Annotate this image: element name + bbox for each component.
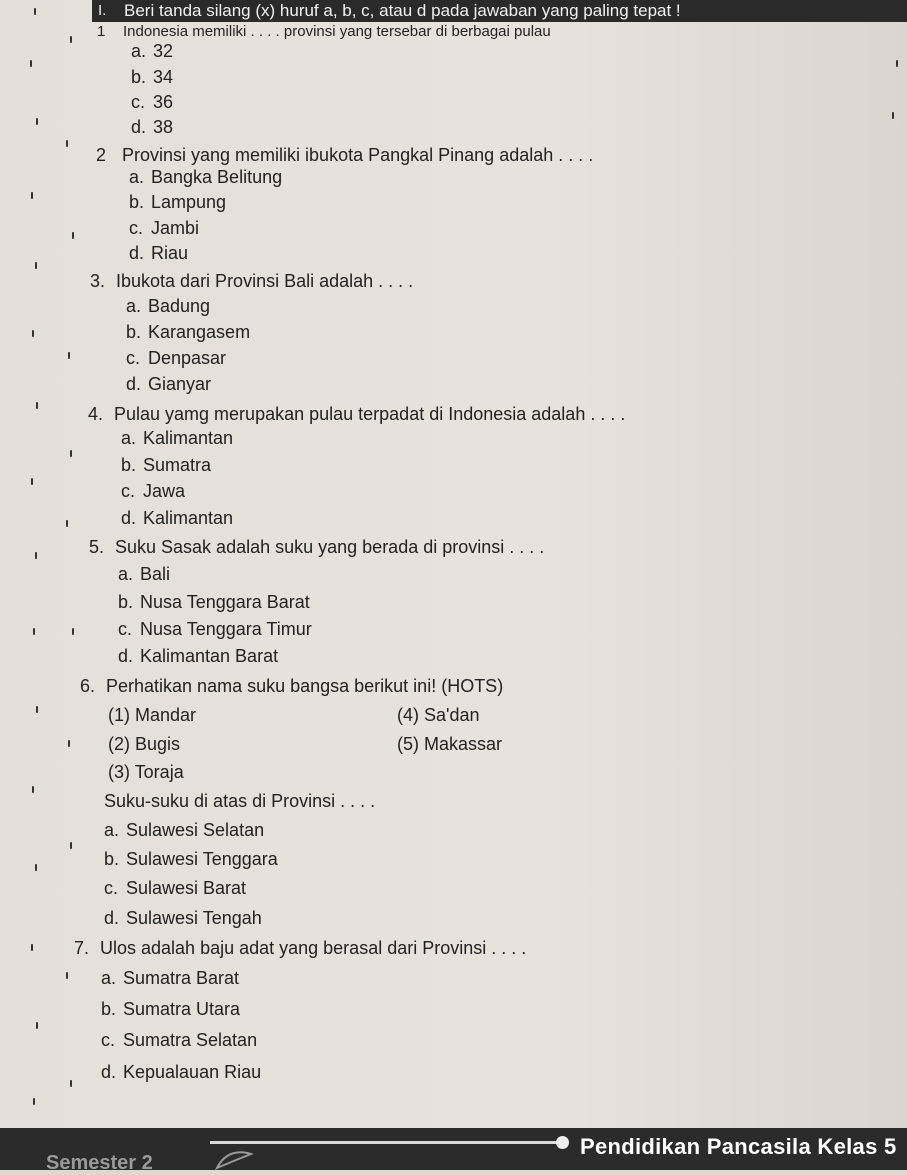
option-7c[interactable]: c. Sumatra Selatan (101, 1030, 258, 1050)
question-6-stem: Suku-suku di atas di Provinsi . . . . (104, 791, 376, 811)
question-text: Perhatikan nama suku bangsa berikut ini! (HOTS) (106, 676, 504, 696)
question-number: 7. (74, 938, 90, 958)
question-6 (80, 674, 503, 698)
option-2c[interactable]: c. Jambi (129, 218, 200, 238)
footer-title: Pendidikan Pancasila Kelas 5 (580, 1134, 897, 1159)
option-4d[interactable]: d. Kalimantan (121, 508, 234, 528)
option-7d[interactable]: d. Kepualauan Riau (101, 1062, 262, 1082)
option-3c[interactable]: c. Denpasar (126, 348, 227, 368)
option-1b[interactable]: b. 34 (131, 67, 174, 87)
option-3b[interactable]: b. Karangasem (126, 322, 251, 342)
section-number: I. (98, 2, 107, 19)
question-number: 3. (90, 271, 106, 291)
footer-bullet-icon (556, 1136, 569, 1149)
option-1c[interactable]: c. 36 (131, 92, 174, 112)
question-2 (96, 143, 593, 167)
option-4b[interactable]: b. Sumatra (121, 455, 212, 475)
question-text: Ibukota dari Provinsi Bali adalah . . . . (116, 271, 414, 291)
question-3 (90, 269, 413, 293)
option-4c[interactable]: c. Jawa (121, 481, 186, 501)
option-6b[interactable]: b. Sulawesi Tenggara (104, 849, 278, 869)
option-6c[interactable]: c. Sulawesi Barat (104, 878, 247, 898)
question-text: Pulau yamg merupakan pulau terpadat di Indonesia adalah . . . . (114, 404, 626, 424)
option-2b[interactable]: b. Lampung (129, 192, 227, 212)
suku-list-item-4: (4) Sa'dan (397, 705, 480, 725)
question-text: Indonesia memiliki . . . . provinsi yang tersebar di berbagai pulau (123, 23, 551, 40)
option-1a[interactable]: a. 32 (131, 41, 174, 61)
question-text: Suku Sasak adalah suku yang berada di provinsi . . . . (115, 537, 545, 557)
instruction-text: Beri tanda silang (x) huruf a, b, c, atau d pada jawaban yang paling tepat ! (124, 1, 681, 20)
option-5d[interactable]: d. Kalimantan Barat (118, 646, 279, 666)
option-2a[interactable]: a. Bangka Belitung (129, 167, 283, 187)
option-6a[interactable]: a. Sulawesi Selatan (104, 820, 265, 840)
footer-semester: Semester 2 (46, 1152, 153, 1174)
suku-list-item-5: (5) Makassar (397, 734, 503, 754)
option-6d[interactable]: d. Sulawesi Tengah (104, 908, 262, 928)
question-number: 2 (96, 145, 107, 165)
option-3d[interactable]: d. Gianyar (126, 374, 212, 394)
question-text: Ulos adalah baju adat yang berasal dari Provinsi . . . . (100, 938, 527, 958)
question-7 (74, 936, 526, 960)
option-5a[interactable]: a. Bali (118, 564, 171, 584)
option-7b[interactable]: b. Sumatra Utara (101, 999, 241, 1019)
option-3a[interactable]: a. Badung (126, 296, 211, 316)
question-number: 4. (88, 404, 104, 424)
question-number: 5. (89, 537, 105, 557)
question-4 (88, 402, 625, 426)
question-number: 6. (80, 676, 96, 696)
option-1d[interactable]: d. 38 (131, 117, 174, 137)
option-4a[interactable]: a. Kalimantan (121, 428, 234, 448)
suku-list-item-1: (1) Mandar (108, 705, 197, 725)
suku-list-item-3: (3) Toraja (108, 762, 184, 782)
footer-divider (210, 1141, 560, 1144)
question-number: 1 (97, 23, 106, 40)
option-2d[interactable]: d. Riau (129, 243, 189, 263)
suku-list-item-2: (2) Bugis (108, 734, 181, 754)
instruction-header (92, 0, 907, 22)
option-5c[interactable]: c. Nusa Tenggara Timur (118, 619, 312, 639)
leaf-icon (215, 1150, 255, 1170)
question-5 (89, 535, 544, 559)
question-text: Provinsi yang memiliki ibukota Pangkal Pinang adalah . . . . (122, 145, 594, 165)
option-7a[interactable]: a. Sumatra Barat (101, 968, 240, 988)
option-5b[interactable]: b. Nusa Tenggara Barat (118, 592, 310, 612)
